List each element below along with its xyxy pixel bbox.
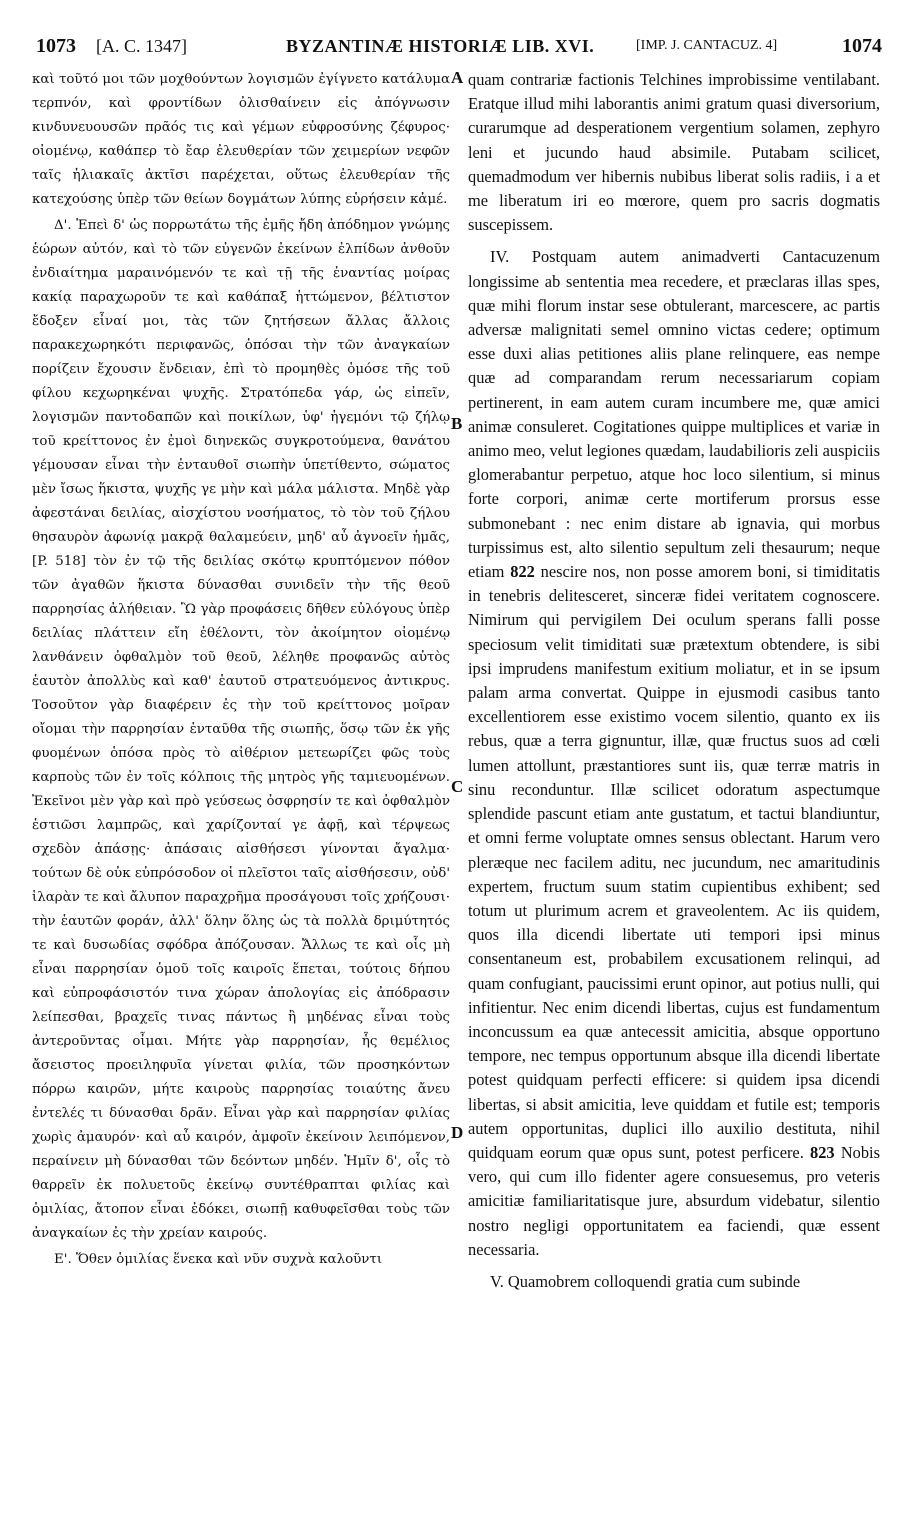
latin-paragraph-2-part-b: nescire nos, non posse amorem boni, si timiditatis in tenebris delitesceret, sinceræ fidei veritatem cognoscere. Nimirum qui pervigilem Dei oculum sperans falli posse speciosum velit timiditati suæ prætextum obtendere, is sibi ipsi imprudens manifestum exitium moliatur, et in se ipsum palam arma convertat. Quippe in ejusmodi casibus tanto excellentiorem esse existimo vocem silentio, quanto ex iis rebus, quæ a terra gignuntur, illæ, quæ fructus suos ad cœli lumen attollunt, præstantiores sunt iis, quæ terræ matris in sinu reconduntur. Illæ scilicet odoratum aspectumque splendide pascunt etiam ante gustatum, et tactui blandiuntur, et omni ferme voluptate omnes sensus oblectant. Harum vero pleræque nec facilem aditu, nec jucundum, nec amaritudinis expertem, fructum suum statim cupientibus exhibent; sed totum ut plurimum acrem et graveolentem. Ac iis quidem, quos illa dicendi libertate uti tempori ipsi minus consentaneum est, probabilem excusationem relinqui, ad quam confugiant, paucissimi erunt opinor, aut potius nulli, qui infitientur. Nec enim dicendi libertas, cujus est fundamentum inconcussum ea quæ antecessit amicitia, absque opportuno tempore, nec tempus opportunum absque illa dicendi libertate potest quidquam perfecti efficere: si quidem ipsa dicendi libertas, si absit amicitia, leve quiddam et futile est; temporis autem opportunitas, duplici illo auxilio destituta, nihil quidquam eorum quæ opus sunt, potest perficere. (468, 562, 880, 1162)
latin-paragraph-1: quam contrariæ factionis Telchines improbissime ventilabant. Eratque illud mihi laborantis animi gratum quasi diversorium, curarumque ad desperationem vergentium solamen, zephyro leni et jucundo haud absimile. Putabam scilicet, quemadmodum ver hibernis nubibus liberat solis radiis, i a et me liberatum iri eo mœrore, quem pro sacris dogmatis suscepissem. (468, 70, 880, 235)
running-title: BYZANTINÆ HISTORIÆ LIB. XVI. (286, 36, 595, 56)
latin-paragraph-3: V. Quamobrem colloquendi gratia cum subinde (490, 1271, 801, 1291)
greek-column (32, 68, 450, 1528)
page-number-left: 1073 (36, 35, 76, 57)
margin-marker-b: B (451, 414, 463, 433)
margin-marker-c: C (451, 777, 464, 796)
latin-paragraph-2 (468, 245, 880, 1262)
greek-paragraph-2: Δ'. Ἐπεὶ δ' ὡς πορρωτάτω τῆς ἐμῆς ἤδη ἀπόδημον γνώμης ἑώρων αὐτόν, καὶ τὸ τῶν εὐγενῶν ἐκείνων ἐλπίδων ἀνθοῦν ἐνδιαίτημα μαραινόμενόν τε καὶ τῇ τῆς ἐναντίας μοίρας κακίᾳ παραχωροῦν τε καὶ καθάπαξ ἡττώμενον, βέλτιστον ἔδοξεν εἶναί μοι, τὰς τῶν ζητήσεων ἄλλας ἄλλοις παρακεχωρηκότι περιφανῶς, ὁπόσαι τὴν τῶν ἀναγκαίων πορίζειν ἔχουσιν ἔνδειαν, ἐπὶ τὸ προμηθὲς ὁμόσε τῆς τοῦ φίλου κεχωρηκέναι ψυχῆς. Στρατόπεδα γάρ, ὡς εἰπεῖν, λογισμῶν παντοδαπῶν καὶ ποικίλων, ὑφ' ἡγεμόνι τῷ ζήλῳ τοῦ κρείττονος ἐν ἐμοὶ διηνεκῶς συγκροτούμενα, θανάτου γέμουσαν εἶναι τὴν ἐνταυθοῖ σιωπὴν ὑπετίθεντο, σώματος μὲν ἴσως ἥκιστα, ψυχῆς γε μὴν καὶ μάλα μάλιστα. Μηδὲ γὰρ ἀφεστάναι δειλίας, αἰσχίστου νοσήματος, τὸ τὸν τοῦ ζήλου θησαυρὸν ἀφωνίᾳ μακρᾷ θαλαμεύειν, μηδ' αὖ ἀγνοεῖν ἡμᾶς, [P. 518] τὸν ἐν τῷ τῆς δειλίας σκότῳ κρυπτόμενον πόθον τῶν ἀγαθῶν ἥκιστα δύνασθαι συνιδεῖν τὴν τῆς θεοῦ παρρησίας ἀλήθειαν. Ὢ γὰρ προφάσεις δῆθεν εὐλόγους ὑπὲρ δειλίας πλάττειν εἴη ἐθέλοντι, τὸν ἀκοίμητον οἰομένῳ λανθάνειν ὀφθαλμὸν τοῦ θεοῦ, λέληθε προφανῶς αὐτὸς ἑαυτὸν ἀπολλὺς καὶ καθ' ἑαυτοῦ στρατευόμενος ἀντικρυς. Τοσοῦτον γὰρ διαφέρειν ἐς τὴν τοῦ κρείττονος μοῖραν οἴομαι τὴν παρρησίαν ἐνταῦθα τῆς σιωπῆς, ὅσῳ τῶν ἐκ γῆς φυομένων ὁπόσα πρὸς τὸ αἰθέριον μετεωρίζει φῶς τοὺς καρποὺς τῶν ἐν τοῖς κόλποις τῆς μητρὸς γῆς ταμιευομένων. Ἐκεῖνοι μὲν γὰρ καὶ πρὸ γεύσεως ὀσφρησίν τε καὶ ὀφθαλμὸν ἑστιῶσι λαμπρῶς, καὶ χαρίζονταί γε ἀφῇ, καὶ τέρψεως σχεδὸν ἁπάσῃς· ἁπάσαις αἰσθήσεσι γίνονται ἄγαλμα· τούτων δὲ οὐκ εὐπρόσοδον οἱ πλεῖστοι ταῖς αἰσθήσεσιν, οὐδ' ἱλαρὰν τε καὶ ἄλυπον παραχρῆμα προσάγουσι τοῖς χρήζουσι· τὴν ἑαυτῶν φοράν, ἀλλ' ὅλην ὅλης ὡς τὰ πολλὰ δριμύτητός τε καὶ δυσωδίας σφόδρα ἀπόζουσαν. Ἄλλως τε καὶ οἷς μὴ εἶναι παρρησίαν ὁμοῦ τοῖς καιροῖς ἕπεται, τούτοις δήπου καὶ εὐπροφάσιστόν τινα χώραν ἀπολογίας εἰς ἀπόδρασιν λείπεσθαι, βραχεῖς τινας πάντως ἢ μηδένας εἶναι τοὺς ἀντεροῦντας οἶμαι. Μήτε γὰρ παρρησίαν, ἧς θεμέλιος ἄσειστος προειληφυῖα γίνεται φιλία, τῶν προσηκόντων πόρρω καιρῶν, μήτε καιροὺς παρρησίας τοιαύτης ἄνευ ἐντελές τι δύνασθαι δρᾶν. Εἶναι γὰρ καὶ παρρησίαν φιλίας χωρὶς ἀμαυρόν· καὶ αὖ καιρόν, ἀμφοῖν ἐκείνοιν λειπόμενον, περαίνειν μὴ δύνασθαι τῶν δεόντων μηδέν. Ἡμῖν δ', οἷς τὸ θαρρεῖν ἐκ πολυετοῦς ἐκείνῳ συντέθραπται φιλίας καὶ ὁμιλίας, ἄτοπον εἶναι ἐδόκει, σιωπῇ καθυφεῖσθαι τοὺς τῶν ἀναγκαίων ἐς τὴν χρείαν καιρούς. (32, 218, 450, 1241)
margin-marker-d: D (451, 1123, 464, 1142)
latin-paragraph-2-part-a: IV. Postquam autem animadverti Cantacuzenum longissime ab sententia mea recedere, et præclaras illas spes, quæ mihi florum instar sese obtulerant, marcescere, ac partis adversæ malignitati semel omnino victas cedere; optimum esse duxi alias petitiones aliis plane relinquere, eas nempe quæ ad comparandam rerum necessariarum copiam pertinerent, in eam autem curam incumbere me, quæ amici animæ consuleret. Cogitationes quippe multiplices et variæ in animo meo, velut legiones quædam, laudabilioris zeli auspiciis glomerabantur perpetuo, atque hoc loco silentium, si minus forte corpori, animæ certe mortiferum prorsus esse submonebant : nec enim distare ab ignavia, qui morbus turpissimus est, alto silentio sepultum zeli thesaurum; neque etiam (468, 247, 880, 582)
latin-paragraph-2-part-c: Nobis vero, qui cum illo fidenter agere consuesemus, pro veteris amicitiæ familiaritatisque jure, absurdum videbatur, silentio nostro negligi opportunitatem ea faciendi, quæ essent necessaria. (468, 1142, 880, 1259)
emperor-right: [IMP. J. CANTACUZ. 4] (636, 38, 778, 53)
marginal-number-822: 822 (510, 562, 535, 582)
year-left: [A. C. 1347] (96, 36, 187, 56)
margin-marker-a: A (451, 68, 464, 87)
running-header (36, 30, 882, 62)
marginal-number-823: 823 (810, 1142, 835, 1162)
greek-paragraph-3: Ε'. Ὅθεν ὁμιλίας ἕνεκα καὶ νῦν συχνὰ καλοῦντι (54, 1252, 383, 1267)
page-number-right: 1074 (842, 35, 882, 57)
greek-paragraph-1: καὶ τοῦτό μοι τῶν μοχθούντων λογισμῶν ἐγίγνετο κατάλυμα τερπνόν, καὶ φροντίδων ὀλισθαίνειν εἰς ἀπόγνωσιν κινδυνευουσῶν πρᾶός τις καὶ γέμων εὐφροσύνης ζέφυρος· οἰομένῳ, καθάπερ τὸ ἔαρ ἐλευθερίαν τῶν χειμερίων νεφῶν ταῖς ἡλιακαῖς ἀκτῖσι παρέχεται, οὕτως ἐλευθερίαν τῆς κατεχούσης ὑπὲρ τῶν θείων δογμάτων λύπης εὑρήσειν κἀμέ. (32, 72, 450, 207)
latin-column (468, 68, 880, 1528)
